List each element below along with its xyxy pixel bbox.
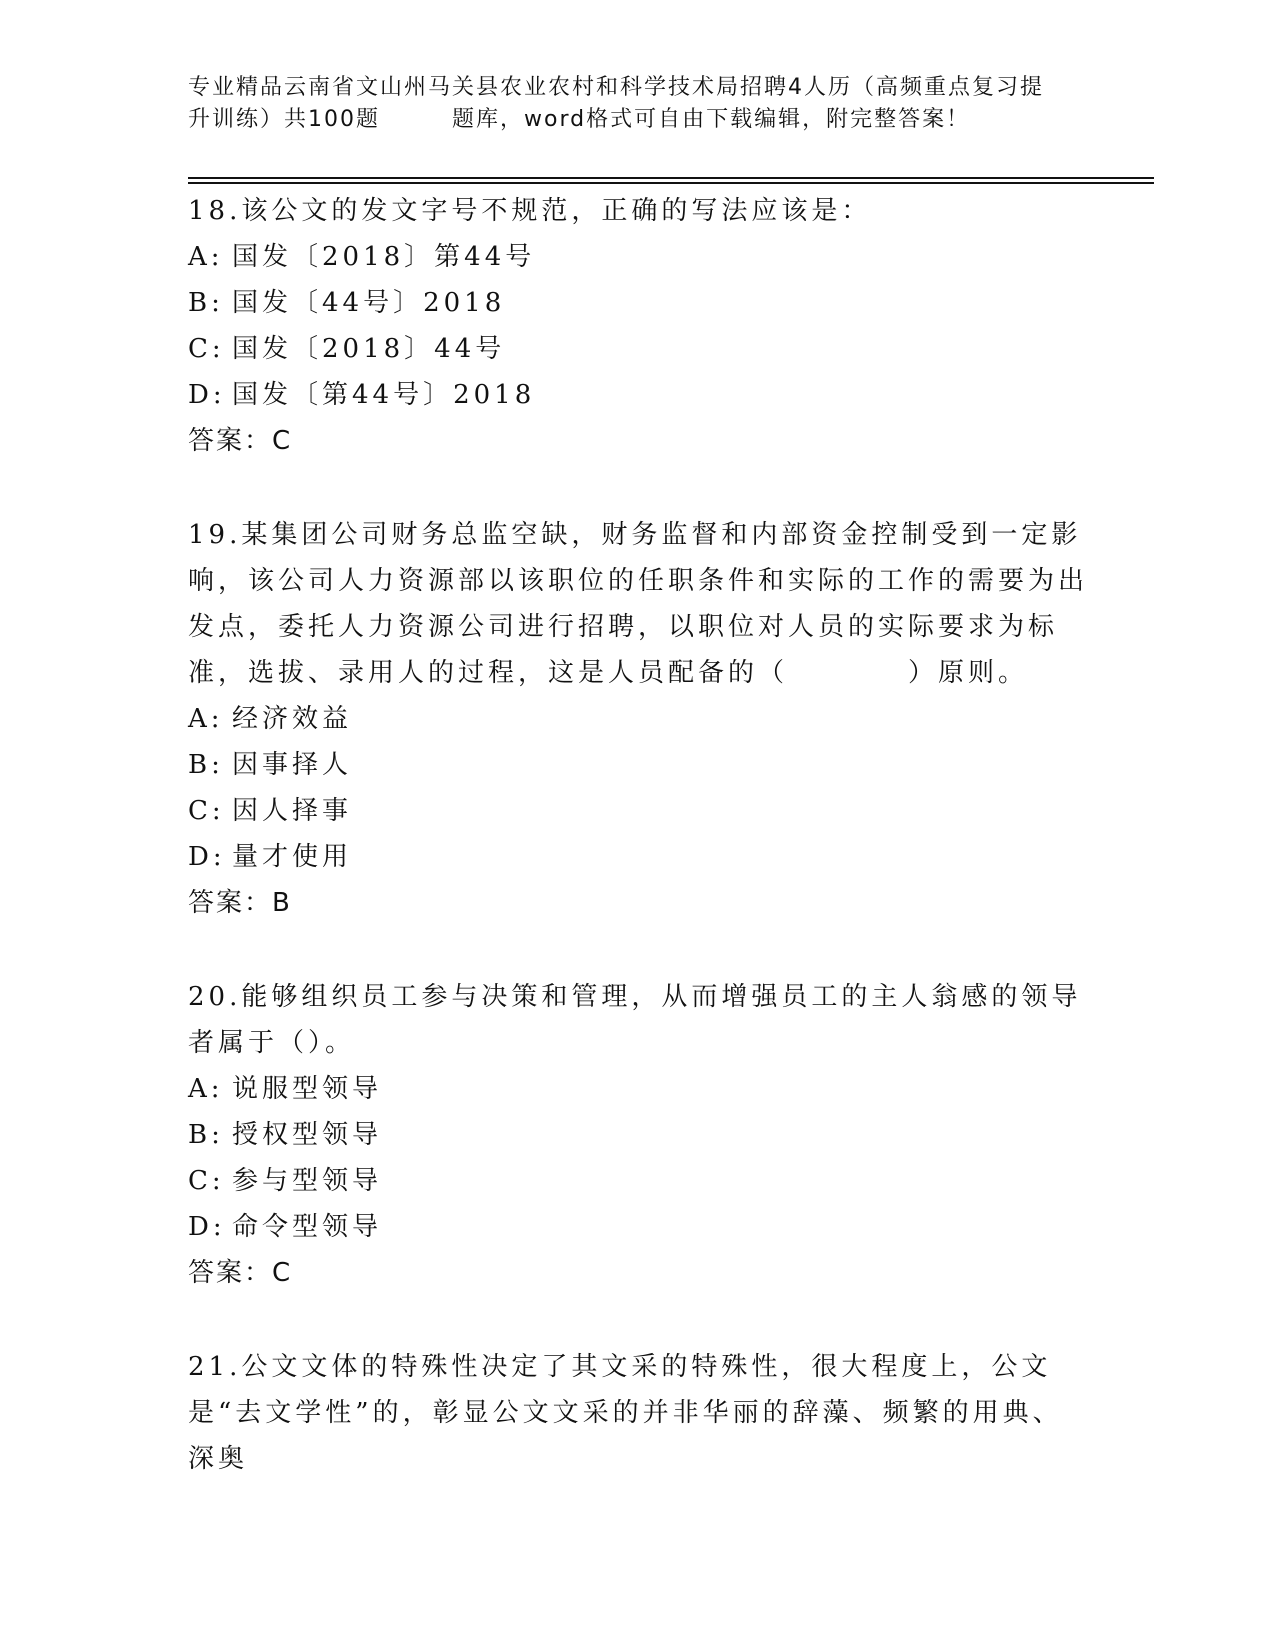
option-letter: B: [188, 750, 224, 780]
option-d [188, 1204, 1088, 1250]
option-b [188, 1112, 1088, 1158]
option-text: 说服型领导 [232, 1074, 383, 1104]
option-a [188, 234, 1088, 280]
header-divider-bottom [188, 182, 1154, 184]
question-21 [188, 1344, 1088, 1482]
header-line-2-part-1: 升训练）共100题 [188, 107, 380, 132]
option-text: 国发〔2018〕第44号 [232, 242, 536, 272]
option-letter: D: [188, 1212, 226, 1242]
option-a [188, 1066, 1088, 1112]
document-header [188, 72, 1088, 136]
option-letter: D: [188, 842, 226, 872]
question-18 [188, 188, 1088, 464]
option-letter: C: [188, 334, 225, 364]
option-text: 量才使用 [232, 842, 353, 872]
option-text: 参与型领导 [232, 1166, 383, 1196]
option-text: 经济效益 [232, 704, 353, 734]
question-stem: 20.能够组织员工参与决策和管理，从而增强员工的主人翁感的领导者属于（）。 [188, 982, 1082, 1058]
option-text: 国发〔第44号〕2018 [232, 380, 536, 410]
question-stem: 18.该公文的发文字号不规范，正确的写法应该是： [188, 196, 872, 226]
option-letter: C: [188, 1166, 225, 1196]
option-letter: A: [188, 242, 224, 272]
option-letter: C: [188, 796, 225, 826]
option-text: 授权型领导 [232, 1120, 383, 1150]
option-b [188, 280, 1088, 326]
option-letter: B: [188, 288, 224, 318]
option-text: 因人择事 [232, 796, 353, 826]
question-list [188, 188, 1088, 1530]
option-text: 命令型领导 [232, 1212, 383, 1242]
option-text: 国发〔2018〕44号 [232, 334, 506, 364]
option-letter: D: [188, 380, 226, 410]
question-stem: 21.公文文体的特殊性决定了其文采的特殊性，很大程度上，公文是“去文学性”的，彰显公文文采的并非华丽的辞藻、频繁的用典、深奥 [188, 1352, 1063, 1474]
option-letter: A: [188, 1074, 224, 1104]
answer-line: 答案：C [188, 426, 293, 456]
option-letter: B: [188, 1120, 224, 1150]
question-20 [188, 974, 1088, 1296]
option-text: 国发〔44号〕2018 [232, 288, 506, 318]
header-line-2-part-2: 题库，word格式可自由下载编辑，附完整答案！ [452, 107, 971, 132]
option-c [188, 326, 1088, 372]
question-19 [188, 512, 1088, 926]
option-d [188, 834, 1088, 880]
option-c [188, 1158, 1088, 1204]
header-divider-top [188, 177, 1154, 179]
option-c [188, 788, 1088, 834]
answer-line: 答案：C [188, 1258, 293, 1288]
header-line-1: 专业精品云南省文山州马关县农业农村和科学技术局招聘4人历（高频重点复习提 [188, 75, 1044, 100]
answer-line: 答案：B [188, 888, 292, 918]
option-a [188, 696, 1088, 742]
option-b [188, 742, 1088, 788]
option-text: 因事择人 [232, 750, 353, 780]
question-stem: 19.某集团公司财务总监空缺，财务监督和内部资金控制受到一定影响，该公司人力资源部以该职位的任职条件和实际的工作的需要为出发点，委托人力资源公司进行招聘，以职位对人员的实际要求为标准，选拔、录用人的过程，这是人员配备的（ ）原则。 [188, 520, 1089, 688]
option-d [188, 372, 1088, 418]
header-line-2 [188, 104, 1088, 136]
option-letter: A: [188, 704, 224, 734]
